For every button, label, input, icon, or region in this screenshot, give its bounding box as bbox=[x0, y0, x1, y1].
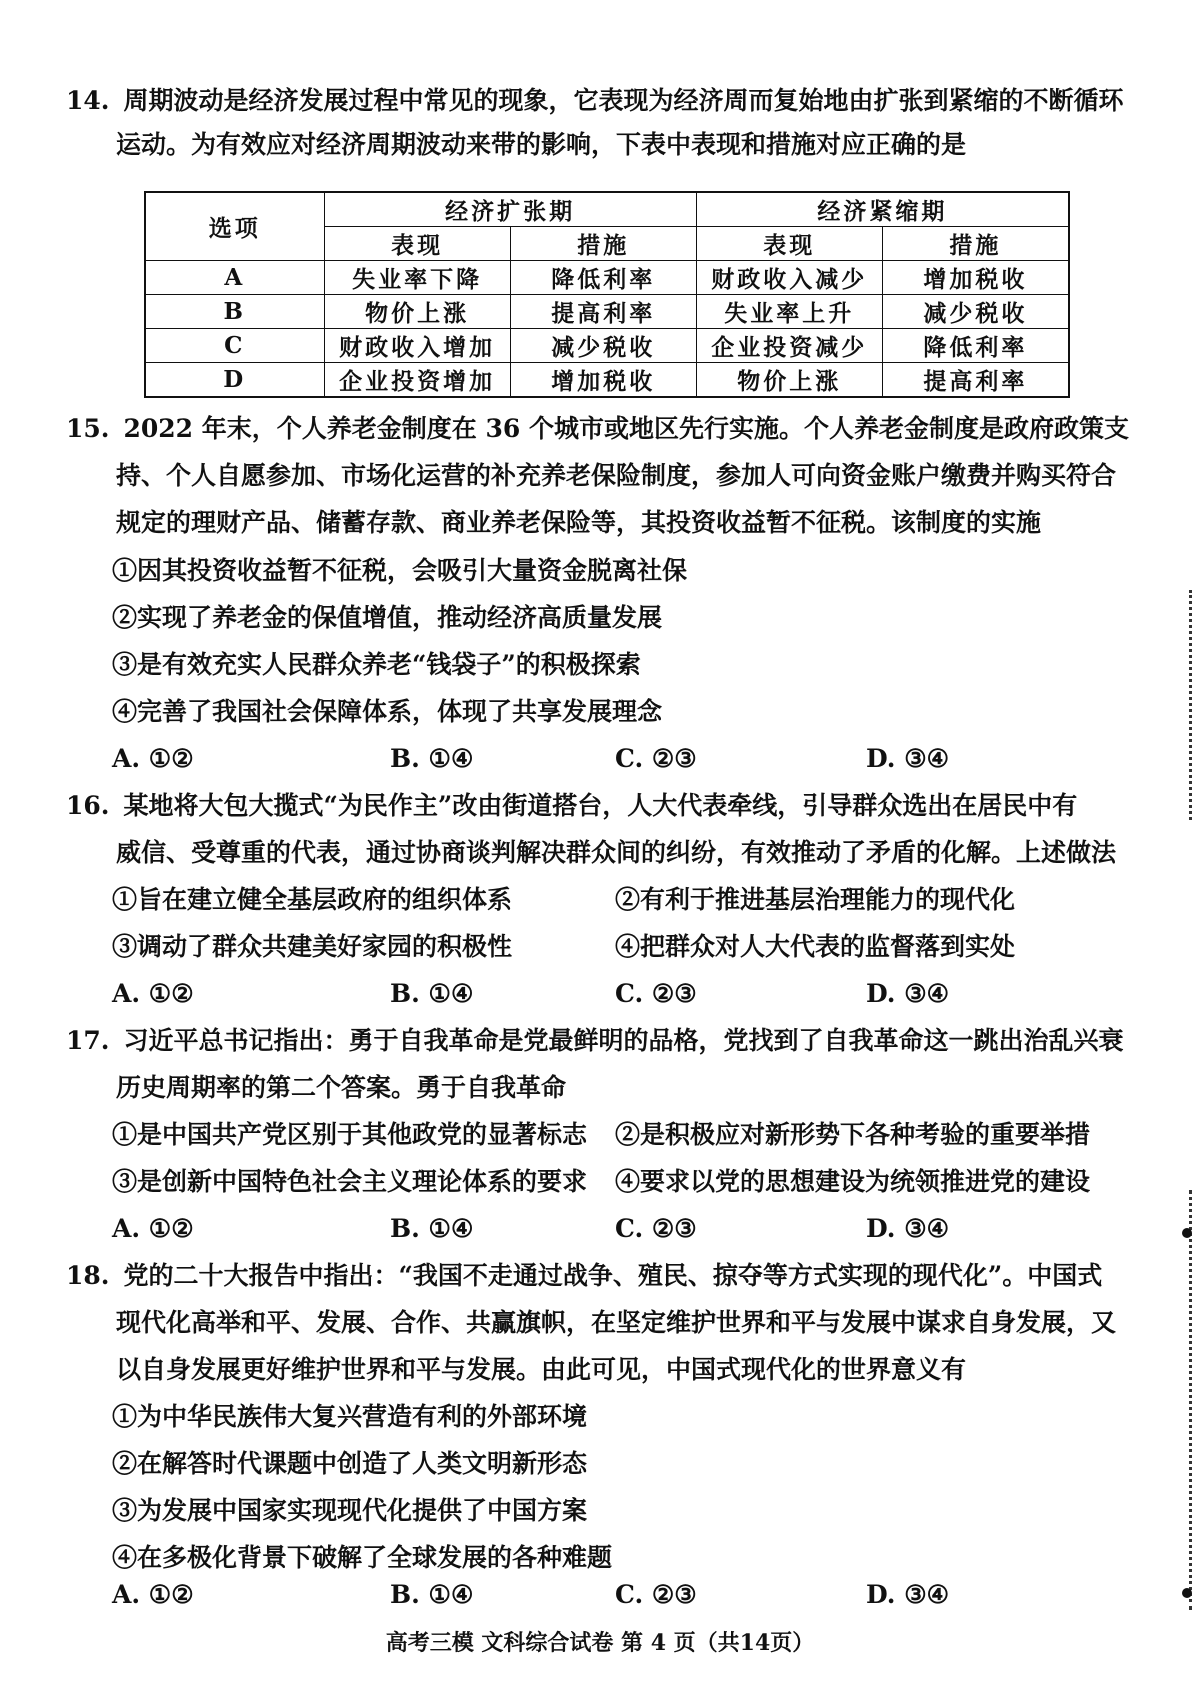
table-subheader: 措施 bbox=[510, 227, 696, 261]
table-cell: 企业投资增加 bbox=[324, 363, 510, 398]
q17-option-3: ③是创新中国特色社会主义理论体系的要求 bbox=[112, 1167, 588, 1196]
q16-number: 16. bbox=[66, 791, 110, 820]
q16-line2: 威信、受尊重的代表，通过协商谈判解决群众间的纠纷，有效推动了矛盾的化解。上述做法 bbox=[116, 838, 1117, 867]
q18-line3: 以自身发展更好维护世界和平与发展。由此可见，中国式现代化的世界意义有 bbox=[116, 1355, 967, 1384]
table-cell: B bbox=[145, 295, 324, 329]
q17-line1: 17. 习近平总书记指出：勇于自我革命是党最鲜明的品格，党找到了自我革命这一跳出治乱兴衰 bbox=[66, 1024, 1124, 1058]
q17-line2: 历史周期率的第二个答案。勇于自我革命 bbox=[116, 1073, 567, 1102]
table-cell: 降低利率 bbox=[510, 261, 696, 295]
table-row bbox=[145, 363, 1069, 398]
q14-line1: 14. 周期波动是经济发展过程中常见的现象，它表现为经济周而复始地由扩张到紧缩的不断循环 bbox=[66, 84, 1124, 118]
table-header-expansion: 经济扩张期 bbox=[324, 192, 696, 227]
q18-option-4: ④在多极化背景下破解了全球发展的各种难题 bbox=[112, 1543, 613, 1572]
q18-line1: 18. 党的二十大报告中指出：“我国不走通过战争、殖民、掠夺等方式实现的现代化”。中国式 bbox=[66, 1259, 1102, 1293]
q15-choice-b: B. ①④ bbox=[390, 744, 474, 773]
q18-option-1: ①为中华民族伟大复兴营造有利的外部环境 bbox=[112, 1402, 588, 1431]
q15-line3: 规定的理财产品、储蓄存款、商业养老保险等，其投资收益暂不征税。该制度的实施 bbox=[116, 508, 1042, 537]
table-header-contraction: 经济紧缩期 bbox=[696, 192, 1069, 227]
q16-choice-a: A. ①② bbox=[112, 979, 194, 1008]
q17-choice-a: A. ①② bbox=[112, 1214, 194, 1243]
table-subheader: 表现 bbox=[696, 227, 882, 261]
q15-number: 15. bbox=[66, 414, 110, 443]
q16-choice-d: D. ③④ bbox=[866, 979, 950, 1008]
q15-choice-c: C. ②③ bbox=[615, 744, 697, 773]
q17-choice-c: C. ②③ bbox=[615, 1214, 697, 1243]
table-cell: C bbox=[145, 329, 324, 363]
table-subheader: 措施 bbox=[882, 227, 1069, 261]
q16-option-2: ②有利于推进基层治理能力的现代化 bbox=[615, 885, 1016, 914]
q15-choice-a: A. ①② bbox=[112, 744, 194, 773]
table-cell: 降低利率 bbox=[882, 329, 1069, 363]
q18-choice-c: C. ②③ bbox=[615, 1580, 697, 1609]
q17-option-1: ①是中国共产党区别于其他政党的显著标志 bbox=[112, 1120, 588, 1149]
table-cell: 减少税收 bbox=[510, 329, 696, 363]
table-cell: 物价上涨 bbox=[696, 363, 882, 398]
table-subheader: 表现 bbox=[324, 227, 510, 261]
margin-bullet bbox=[1182, 1228, 1192, 1238]
table-row bbox=[145, 261, 1069, 295]
table-cell: 失业率下降 bbox=[324, 261, 510, 295]
table-cell: 提高利率 bbox=[882, 363, 1069, 398]
q18-option-3: ③为发展中国家实现现代化提供了中国方案 bbox=[112, 1496, 588, 1525]
margin-dots-upper bbox=[1185, 590, 1192, 820]
q15-option-3: ③是有效充实人民群众养老“钱袋子”的积极探索 bbox=[112, 650, 641, 679]
table-row bbox=[145, 295, 1069, 329]
margin-dots-lower bbox=[1185, 1190, 1192, 1610]
q15-choice-d: D. ③④ bbox=[866, 744, 950, 773]
q15-option-2: ②实现了养老金的保值增值，推动经济高质量发展 bbox=[112, 603, 663, 632]
table-header-option: 选项 bbox=[145, 192, 324, 261]
q15-line1: 15. 2022 年末，个人养老金制度在 36 个城市或地区先行实施。个人养老金制度是政府政策支 bbox=[66, 412, 1129, 446]
q14-number: 14. bbox=[66, 86, 110, 115]
q18-choice-b: B. ①④ bbox=[390, 1580, 474, 1609]
table-row bbox=[145, 329, 1069, 363]
table-cell: 增加税收 bbox=[510, 363, 696, 398]
table-cell: 物价上涨 bbox=[324, 295, 510, 329]
q16-option-3: ③调动了群众共建美好家园的积极性 bbox=[112, 932, 513, 961]
q18-option-2: ②在解答时代课题中创造了人类文明新形态 bbox=[112, 1449, 588, 1478]
table-cell: 失业率上升 bbox=[696, 295, 882, 329]
q14-line2: 运动。为有效应对经济周期波动来带的影响，下表中表现和措施对应正确的是 bbox=[116, 130, 967, 159]
q17-option-4: ④要求以党的思想建设为统领推进党的建设 bbox=[615, 1167, 1091, 1196]
q16-choice-c: C. ②③ bbox=[615, 979, 697, 1008]
q16-option-4: ④把群众对人大代表的监督落到实处 bbox=[615, 932, 1016, 961]
q17-option-2: ②是积极应对新形势下各种考验的重要举措 bbox=[615, 1120, 1091, 1149]
table-cell: A bbox=[145, 261, 324, 295]
table-cell: 财政收入增加 bbox=[324, 329, 510, 363]
q15-option-4: ④完善了我国社会保障体系，体现了共享发展理念 bbox=[112, 697, 663, 726]
q17-choice-b: B. ①④ bbox=[390, 1214, 474, 1243]
q15-option-1: ①因其投资收益暂不征税，会吸引大量资金脱离社保 bbox=[112, 556, 688, 585]
table-cell: 增加税收 bbox=[882, 261, 1069, 295]
q16-choice-b: B. ①④ bbox=[390, 979, 474, 1008]
table-cell: 减少税收 bbox=[882, 295, 1069, 329]
q18-choice-a: A. ①② bbox=[112, 1580, 194, 1609]
q18-choice-d: D. ③④ bbox=[866, 1580, 950, 1609]
q16-line1: 16. 某地将大包大揽式“为民作主”改由街道搭台，人大代表牵线，引导群众选出在居民中有 bbox=[66, 789, 1077, 823]
q15-line2: 持、个人自愿参加、市场化运营的补充养老保险制度，参加人可向资金账户缴费并购买符合 bbox=[116, 461, 1117, 490]
q16-option-1: ①旨在建立健全基层政府的组织体系 bbox=[112, 885, 513, 914]
page-footer: 高考三模 文科综合试卷 第 4 页（共14页） bbox=[385, 1630, 815, 1656]
table-cell: D bbox=[145, 363, 324, 398]
table-cell: 财政收入减少 bbox=[696, 261, 882, 295]
margin-bullet bbox=[1182, 1588, 1192, 1598]
table-cell: 提高利率 bbox=[510, 295, 696, 329]
table-cell: 企业投资减少 bbox=[696, 329, 882, 363]
q18-number: 18. bbox=[66, 1261, 110, 1290]
q17-choice-d: D. ③④ bbox=[866, 1214, 950, 1243]
q17-number: 17. bbox=[66, 1026, 110, 1055]
q18-line2: 现代化高举和平、发展、合作、共赢旗帜，在坚定维护世界和平与发展中谋求自身发展，又 bbox=[116, 1308, 1117, 1337]
q14-table bbox=[144, 191, 1070, 398]
